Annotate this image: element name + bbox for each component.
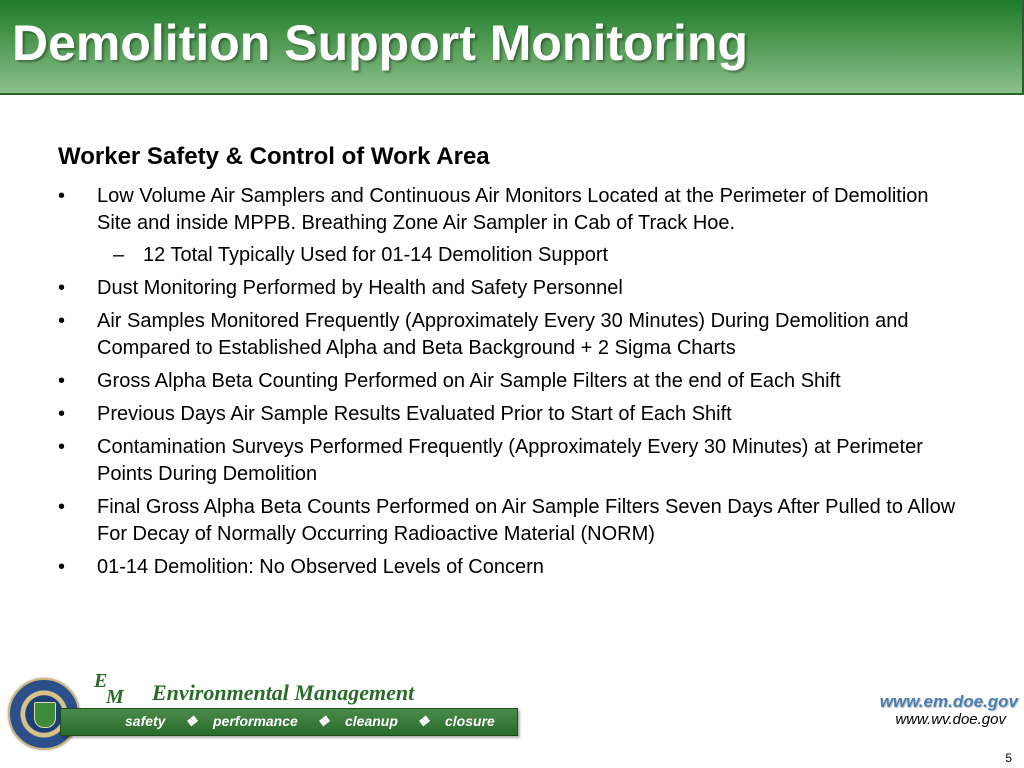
separator-icon: ❖ — [317, 713, 330, 729]
bullet-text: Final Gross Alpha Beta Counts Performed on Air Sample Filters Seven Days After Pulled to Allow For Decay of Normally Occurring Radioactive Material (NORM) — [97, 496, 956, 545]
tagline-bar — [60, 708, 518, 736]
bullet-text: Previous Days Air Sample Results Evaluated Prior to Start of Each Shift — [97, 403, 732, 425]
shield-icon — [34, 702, 56, 728]
bullet-text: 01-14 Demolition: No Observed Levels of Concern — [97, 556, 544, 578]
sub-list-item — [97, 242, 958, 269]
bullet-marker: • — [58, 436, 66, 458]
list-item — [58, 183, 958, 269]
sub-bullet-text: 12 Total Typically Used for 01-14 Demolition Support — [143, 244, 609, 266]
bullet-marker: • — [58, 185, 66, 207]
bullet-marker: • — [58, 556, 66, 578]
bullet-text: Low Volume Air Samplers and Continuous Air Monitors Located at the Perimeter of Demolition Site and inside MPPB. Breathing Zone Air Sampler in Cab of Track Hoe. — [97, 185, 929, 234]
list-item — [58, 401, 958, 428]
list-item — [58, 275, 958, 302]
separator-icon: ❖ — [417, 713, 430, 729]
page-number: 5 — [1005, 751, 1012, 765]
bullet-marker: • — [58, 277, 66, 299]
list-item — [58, 308, 958, 362]
tagline-cleanup: cleanup — [345, 713, 398, 729]
em-logo-e: E — [94, 670, 108, 692]
bullet-text: Dust Monitoring Performed by Health and Safety Personnel — [97, 277, 623, 299]
sub-bullet-marker: – — [113, 244, 125, 266]
list-item — [58, 368, 958, 395]
slide-title: Demolition Support Monitoring — [12, 15, 748, 71]
sub-bullet-list — [97, 242, 958, 269]
bullet-text: Air Samples Monitored Frequently (Approximately Every 30 Minutes) During Demolition and Compared to Established Alpha and Beta Background + 2 Sigma Charts — [97, 310, 909, 359]
list-item — [58, 554, 958, 581]
bullet-marker: • — [58, 370, 66, 392]
section-heading: Worker Safety & Control of Work Area — [58, 143, 490, 170]
bullet-text: Contamination Surveys Performed Frequently (Approximately Every 30 Minutes) at Perimeter Points During Demolition — [97, 436, 923, 485]
bullet-text: Gross Alpha Beta Counting Performed on Air Sample Filters at the end of Each Shift — [97, 370, 841, 392]
em-logo-m: M — [106, 686, 124, 708]
tagline-performance: performance — [213, 713, 298, 729]
tagline-safety: safety — [125, 713, 166, 729]
separator-icon: ❖ — [185, 713, 198, 729]
website-primary-link[interactable]: www.em.doe.gov — [879, 692, 1018, 711]
title-bar — [0, 0, 1024, 95]
list-item — [58, 434, 958, 488]
tagline-closure: closure — [445, 713, 495, 729]
slide-content — [58, 143, 958, 587]
website-secondary-link[interactable]: www.wv.doe.gov — [895, 711, 1006, 728]
list-item — [58, 494, 958, 548]
bullet-marker: • — [58, 496, 66, 518]
bullet-marker: • — [58, 403, 66, 425]
slide-footer — [0, 650, 1024, 768]
bullet-marker: • — [58, 310, 66, 332]
em-logo — [94, 670, 134, 710]
bullet-list — [58, 183, 958, 581]
org-name: Environmental Management — [152, 680, 415, 705]
